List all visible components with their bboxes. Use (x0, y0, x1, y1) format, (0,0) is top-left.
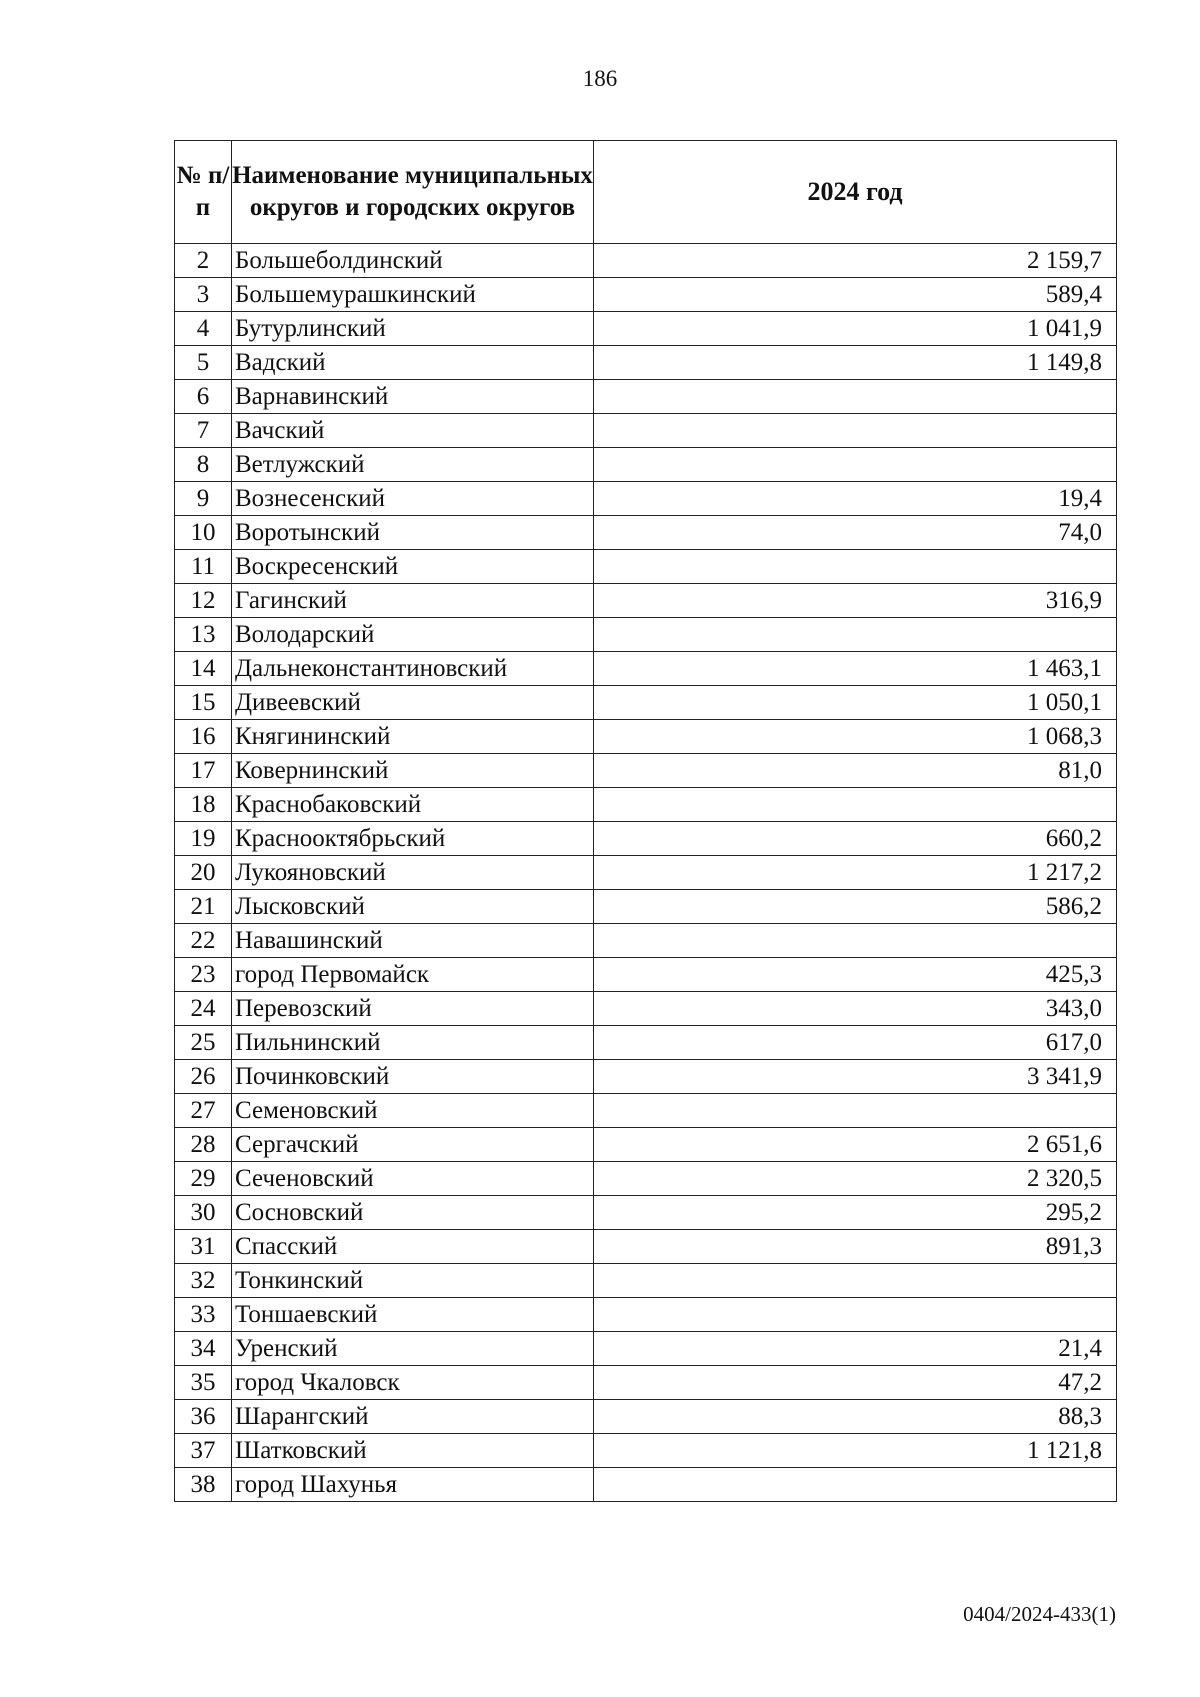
row-value-2024: 2 159,7 (594, 244, 1117, 278)
row-value-2024: 1 121,8 (594, 1434, 1117, 1468)
row-value-2024: 2 651,6 (594, 1128, 1117, 1162)
row-number: 10 (175, 516, 232, 550)
district-name: Ковернинский (232, 754, 594, 788)
district-name: Варнавинский (232, 380, 594, 414)
district-name: Сосновский (232, 1196, 594, 1230)
row-number: 37 (175, 1434, 232, 1468)
row-number: 8 (175, 448, 232, 482)
row-number: 38 (175, 1468, 232, 1502)
page-number: 186 (582, 66, 618, 91)
table-row (175, 1230, 1117, 1264)
row-number: 12 (175, 584, 232, 618)
row-value-2024: 1 463,1 (594, 652, 1117, 686)
table-body (175, 244, 1117, 1502)
table-row (175, 788, 1117, 822)
district-name: Ветлужский (232, 448, 594, 482)
row-value-2024: 617,0 (594, 1026, 1117, 1060)
row-value-2024: 316,9 (594, 584, 1117, 618)
district-name: Перевозский (232, 992, 594, 1026)
row-number: 30 (175, 1196, 232, 1230)
district-name: Навашинский (232, 924, 594, 958)
row-number: 16 (175, 720, 232, 754)
row-value-2024 (594, 924, 1117, 958)
table-row (175, 414, 1117, 448)
table-row (175, 1332, 1117, 1366)
row-value-2024 (594, 448, 1117, 482)
row-number: 24 (175, 992, 232, 1026)
district-name: Краснооктябрьский (232, 822, 594, 856)
row-number: 3 (175, 278, 232, 312)
municipal-districts-table (174, 140, 1117, 1502)
row-value-2024: 47,2 (594, 1366, 1117, 1400)
table-row (175, 992, 1117, 1026)
table-row (175, 1468, 1117, 1502)
district-name: Тоншаевский (232, 1298, 594, 1332)
row-number: 17 (175, 754, 232, 788)
table-row (175, 380, 1117, 414)
table-row (175, 482, 1117, 516)
district-name: Спасский (232, 1230, 594, 1264)
row-value-2024: 21,4 (594, 1332, 1117, 1366)
row-value-2024: 589,4 (594, 278, 1117, 312)
row-number: 20 (175, 856, 232, 890)
district-name: Гагинский (232, 584, 594, 618)
row-value-2024: 1 149,8 (594, 346, 1117, 380)
table-row (175, 516, 1117, 550)
row-number: 22 (175, 924, 232, 958)
district-name: Семеновский (232, 1094, 594, 1128)
row-number: 34 (175, 1332, 232, 1366)
district-name: Шарангский (232, 1400, 594, 1434)
table-row (175, 584, 1117, 618)
district-name: Дальнеконстантиновский (232, 652, 594, 686)
row-number: 13 (175, 618, 232, 652)
row-value-2024 (594, 1094, 1117, 1128)
header-number: № п/п (175, 141, 232, 244)
district-name: Сеченовский (232, 1162, 594, 1196)
row-number: 27 (175, 1094, 232, 1128)
district-name: Воскресенский (232, 550, 594, 584)
row-number: 26 (175, 1060, 232, 1094)
district-name: Вадский (232, 346, 594, 380)
table-row (175, 1060, 1117, 1094)
district-name: Княгининский (232, 720, 594, 754)
row-value-2024 (594, 1468, 1117, 1502)
district-name: город Чкаловск (232, 1366, 594, 1400)
row-value-2024: 1 041,9 (594, 312, 1117, 346)
row-value-2024 (594, 618, 1117, 652)
table-row (175, 1264, 1117, 1298)
row-number: 32 (175, 1264, 232, 1298)
district-name: Воротынский (232, 516, 594, 550)
row-value-2024 (594, 1264, 1117, 1298)
row-number: 9 (175, 482, 232, 516)
row-value-2024: 88,3 (594, 1400, 1117, 1434)
row-number: 36 (175, 1400, 232, 1434)
district-name: Вачский (232, 414, 594, 448)
row-value-2024: 343,0 (594, 992, 1117, 1026)
district-name: Бутурлинский (232, 312, 594, 346)
table-row (175, 686, 1117, 720)
row-number: 31 (175, 1230, 232, 1264)
table-header (175, 141, 1117, 244)
district-name: Починковский (232, 1060, 594, 1094)
document-code: 0404/2024-433(1) (963, 1602, 1116, 1626)
table-row (175, 1026, 1117, 1060)
table-row (175, 448, 1117, 482)
district-name: Шатковский (232, 1434, 594, 1468)
table-row (175, 278, 1117, 312)
row-value-2024: 19,4 (594, 482, 1117, 516)
row-value-2024: 3 341,9 (594, 1060, 1117, 1094)
table-row (175, 1162, 1117, 1196)
row-value-2024 (594, 380, 1117, 414)
row-number: 18 (175, 788, 232, 822)
row-number: 29 (175, 1162, 232, 1196)
row-number: 11 (175, 550, 232, 584)
table-row (175, 618, 1117, 652)
district-name: Уренский (232, 1332, 594, 1366)
table-row (175, 1400, 1117, 1434)
table-row (175, 1366, 1117, 1400)
district-name: Вознесенский (232, 482, 594, 516)
table-row (175, 1298, 1117, 1332)
row-number: 2 (175, 244, 232, 278)
district-name: Большеболдинский (232, 244, 594, 278)
row-number: 4 (175, 312, 232, 346)
header-year-2024: 2024 год (594, 141, 1117, 244)
row-value-2024: 891,3 (594, 1230, 1117, 1264)
district-name: Лысковский (232, 890, 594, 924)
table-row (175, 754, 1117, 788)
table-row (175, 1434, 1117, 1468)
row-value-2024: 425,3 (594, 958, 1117, 992)
header-row (175, 141, 1117, 244)
row-value-2024: 74,0 (594, 516, 1117, 550)
district-name: город Шахунья (232, 1468, 594, 1502)
table-row (175, 550, 1117, 584)
row-value-2024: 1 050,1 (594, 686, 1117, 720)
table-row (175, 1196, 1117, 1230)
row-number: 25 (175, 1026, 232, 1060)
district-name: Пильнинский (232, 1026, 594, 1060)
row-value-2024: 1 217,2 (594, 856, 1117, 890)
table-row (175, 856, 1117, 890)
table-row (175, 890, 1117, 924)
table-row (175, 924, 1117, 958)
row-number: 15 (175, 686, 232, 720)
row-value-2024 (594, 788, 1117, 822)
district-name: Володарский (232, 618, 594, 652)
row-value-2024: 295,2 (594, 1196, 1117, 1230)
row-value-2024: 660,2 (594, 822, 1117, 856)
row-value-2024: 2 320,5 (594, 1162, 1117, 1196)
header-district-name: Наименование муниципальных округов и городских округов (232, 141, 594, 244)
row-value-2024 (594, 414, 1117, 448)
row-number: 14 (175, 652, 232, 686)
row-number: 35 (175, 1366, 232, 1400)
row-value-2024: 81,0 (594, 754, 1117, 788)
row-value-2024 (594, 550, 1117, 584)
district-name: Большемурашкинский (232, 278, 594, 312)
row-value-2024: 1 068,3 (594, 720, 1117, 754)
row-number: 33 (175, 1298, 232, 1332)
row-value-2024 (594, 1298, 1117, 1332)
row-number: 19 (175, 822, 232, 856)
row-value-2024: 586,2 (594, 890, 1117, 924)
table-row (175, 652, 1117, 686)
district-name: город Первомайск (232, 958, 594, 992)
table-row (175, 1128, 1117, 1162)
district-name: Сергачский (232, 1128, 594, 1162)
table-row (175, 346, 1117, 380)
district-name: Краснобаковский (232, 788, 594, 822)
table-row (175, 958, 1117, 992)
row-number: 23 (175, 958, 232, 992)
row-number: 5 (175, 346, 232, 380)
table-row (175, 720, 1117, 754)
table-row (175, 244, 1117, 278)
row-number: 28 (175, 1128, 232, 1162)
row-number: 21 (175, 890, 232, 924)
row-number: 6 (175, 380, 232, 414)
district-name: Дивеевский (232, 686, 594, 720)
row-number: 7 (175, 414, 232, 448)
table-row (175, 312, 1117, 346)
district-name: Тонкинский (232, 1264, 594, 1298)
district-name: Лукояновский (232, 856, 594, 890)
table-row (175, 1094, 1117, 1128)
table-row (175, 822, 1117, 856)
